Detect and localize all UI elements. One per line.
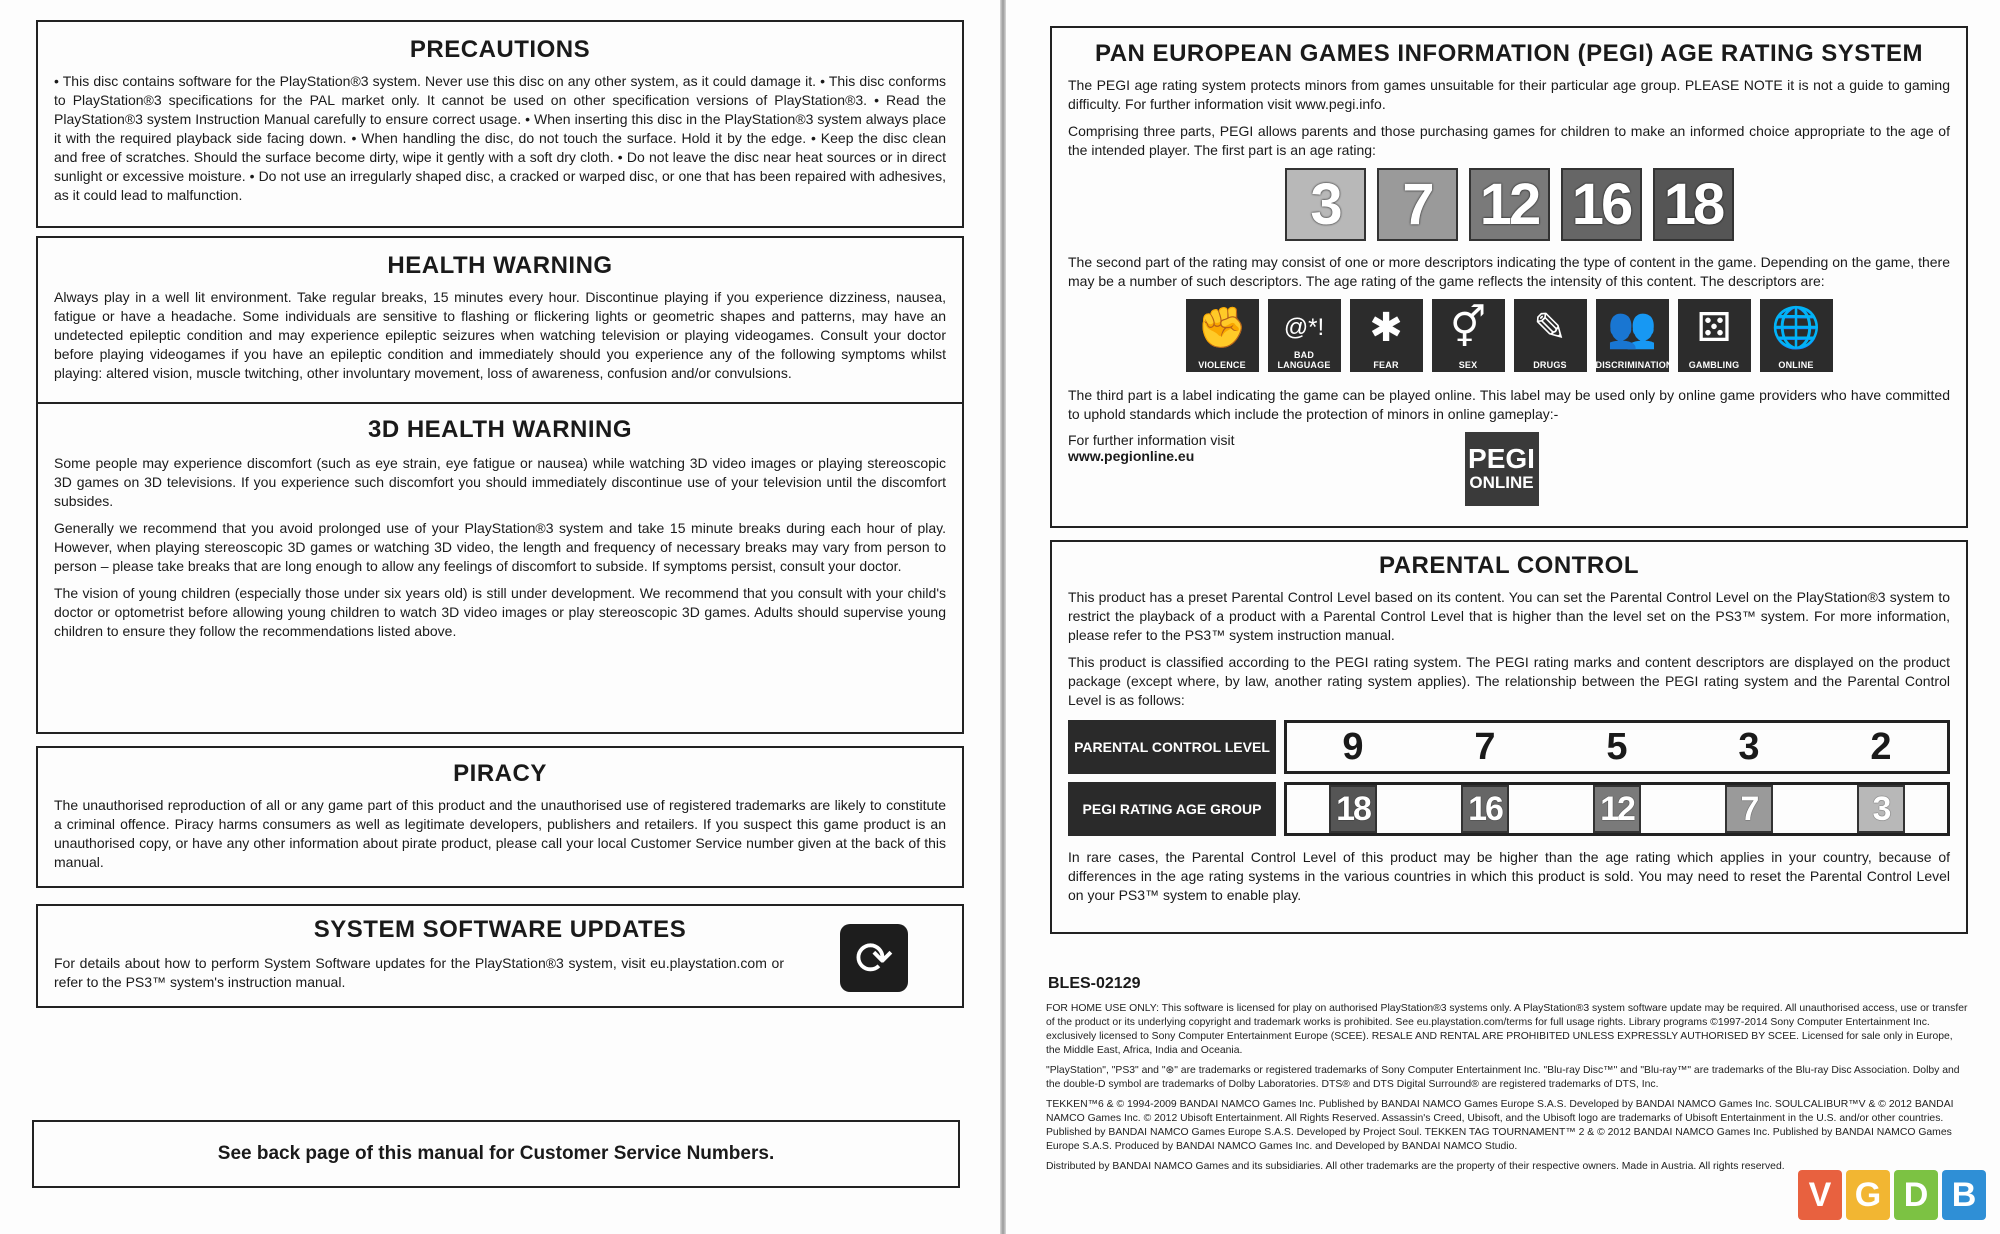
parental-paragraph-3: In rare cases, the Parental Control Level of this product may be higher than the age rating which applies in your country, because of differences in the age rating systems in the various countries in which this product is sold. You may need to reset the Parental Control Level on your PS3™ system to enable play. (1068, 849, 1950, 903)
age-group-cell (1323, 785, 1383, 833)
piracy-section (36, 746, 964, 888)
descriptor-glyph: ⚥ (1449, 306, 1487, 350)
age-rating-badge-3: 3 (1285, 168, 1366, 241)
pegi-online-logo-bottom: ONLINE (1469, 473, 1534, 492)
parental-level-value: 2 (1870, 725, 1892, 768)
parental-control-table (1068, 720, 1950, 836)
descriptor-label: ONLINE (1778, 360, 1814, 370)
age-group-badge-12: 12 (1593, 785, 1641, 833)
parental-level-value: 7 (1474, 725, 1496, 768)
parental-level-value: 5 (1606, 725, 1628, 768)
age-rating-row (1068, 168, 1950, 241)
descriptor-glyph: ⚄ (1696, 306, 1732, 350)
descriptor-label: DISCRIMINATION (1595, 360, 1673, 370)
health-3d-warning-title: 3D HEALTH WARNING (367, 416, 633, 443)
descriptor-gambling-icon (1678, 299, 1751, 372)
legal-home-use: FOR HOME USE ONLY: This software is licensed for play on authorised PlayStation®3 systems only. A PlayStation®3 system software update may be required. All unauthorised access, use or transfer of the product or its underlying copyright and trademark works is prohibited. See eu.playstation.com/terms for full usage rights. Library programs ©1997-2014 Sony Computer Entertainment Inc. exclusively licensed to Sony Computer Entertainment Europe (SCEE). RESALE AND RENTAL ARE PROHIBITED UNLESS EXPRESSLY AUTHORISED BY SCEE. Licensed for sale only in Europe, the Middle East, Africa, India and Oceania. (1046, 1003, 1968, 1056)
back-page-notice (32, 1120, 960, 1188)
descriptor-sex-icon (1432, 299, 1505, 372)
content-descriptor-row (1068, 299, 1950, 372)
health-warning-text: Always play in a well lit environment. Take regular breaks, 15 minutes every hour. Discontinue playing if you experience dizziness, nausea, fatigue or have a headache. Some individuals are sensitive to flashing or flickering lights or geometric shapes and patterns, may have an undetected epileptic condition and may experience epileptic seizures when watching television or playing videogames. Consult your doctor before playing videogames if you have an epileptic condition and immediately should you experience any of the following symptoms whilst playing: altered vision, muscle twitching, other involuntary movement, loss of awareness, confusion and/or convulsions. (54, 289, 946, 381)
age-group-cell (1719, 785, 1779, 833)
age-group-badge-7: 7 (1725, 785, 1773, 833)
descriptor-glyph: ✎ (1533, 306, 1567, 350)
pegi-age-group-header: PEGI RATING AGE GROUP (1068, 782, 1276, 836)
parental-level-value: 9 (1342, 725, 1364, 768)
age-group-badge-3: 3 (1857, 785, 1905, 833)
descriptor-glyph: 🌐 (1771, 306, 1821, 350)
descriptor-glyph: ✱ (1369, 306, 1403, 350)
product-code: BLES-02129 (1048, 975, 1141, 992)
legal-game-credits: TEKKEN™6 & © 1994-2009 BANDAI NAMCO Games Inc. Published by BANDAI NAMCO Games Europe S.A.S. Developed by BANDAI NAMCO Games Inc. SOULCALIBUR™V & © 2012 BANDAI NAMCO Games Inc. © 2012 Ubisoft Entertainment. All Rights Reserved. Assassin's Creed, Ubisoft, and the Ubisoft logo are trademarks of Ubisoft Entertainment in the U.S. and/or other countries. Published by BANDAI NAMCO Games Europe S.A.S. Developed by Project Soul. TEKKEN TAG TOURNAMENT™ 2 & © 2012 BANDAI NAMCO Games Inc. Published by BANDAI NAMCO Games Europe S.A.S. Produced by BANDAI NAMCO Games Inc. and Developed by BANDAI NAMCO Studio. (1046, 1099, 1954, 1152)
piracy-title: PIRACY (453, 760, 547, 787)
parental-paragraph-1: This product has a preset Parental Control Level based on its content. You can set the Parental Control Level on the PlayStation®3 system to restrict the playback of a product with a Parental Control Level that is higher than the level set on the PS3™ system. For more information, please refer to the PS3™ system instruction manual. (1068, 589, 1950, 643)
pegi-online-logo (1465, 432, 1539, 506)
age-group-badge-18: 18 (1329, 785, 1377, 833)
parental-paragraph-2: This product is classified according to the PEGI rating system. The PEGI rating marks and content descriptors are displayed on the product package (except where, by law, another rating system applies). The relationship between the PEGI rating system and the Parental Control Level is as follows: (1068, 654, 1950, 708)
vgdb-letter: G (1846, 1170, 1890, 1220)
system-software-updates-title: SYSTEM SOFTWARE UPDATES (313, 916, 687, 943)
descriptor-drugs-icon (1514, 299, 1587, 372)
back-page-notice-text: See back page of this manual for Customer Service Numbers. (217, 1143, 775, 1164)
system-update-icon: ⟳ (840, 924, 908, 992)
further-info-label: For further information visit (1068, 432, 1235, 448)
health-warning-title: HEALTH WARNING (387, 252, 613, 279)
vgdb-letter: B (1942, 1170, 1986, 1220)
parental-level-cells (1284, 720, 1950, 774)
pegi-paragraph-1: The PEGI age rating system protects minors from games unsuitable for their particular age group. PLEASE NOTE it is not a guide to gaming difficulty. For further information visit www.pegi.info. (1068, 77, 1950, 112)
age-group-cell (1455, 785, 1515, 833)
parental-level-value: 3 (1738, 725, 1760, 768)
precautions-text: • This disc contains software for the PlayStation®3 system. Never use this disc on any other system, as it could damage it. • This disc conforms to PlayStation®3 specifications for the PAL market only. It cannot be used on other specification versions of PlayStation®3. • Read the PlayStation®3 system Instruction Manual carefully to ensure correct usage. • When inserting this disc in the PlayStation®3 system always place it with the required playback side facing down. • When handling the disc, do not touch the surface. Hold it by the edge. • Keep the disc clean and free of scratches. Should the surface become dirty, wipe it gently with a soft dry cloth. • Do not leave the disc near heat sources or in direct sunlight or excessive moisture. • Do not use an irregularly shaped disc, a cracked or warped disc, or one that has been repaired with adhesives, as it could lead to malfunction. (54, 73, 946, 203)
pegi-online-url[interactable]: www.pegionline.eu (1068, 448, 1195, 464)
system-software-updates-text: For details about how to perform System Software updates for the PlayStation®3 system, visit eu.playstation.com or refer to the PS3™ system's instruction manual. (54, 955, 784, 990)
legal-distribution: Distributed by BANDAI NAMCO Games and its subsidiaries. All other trademarks are the property of their respective owners. Made in Austria. All rights reserved. (1046, 1161, 1785, 1172)
parental-control-title: PARENTAL CONTROL (1379, 552, 1639, 579)
parental-control-section (1050, 540, 1968, 934)
health-3d-warning-section (36, 402, 964, 734)
descriptor-label: GAMBLING (1688, 360, 1740, 370)
parental-level-row (1068, 720, 1950, 774)
pegi-paragraph-2: Comprising three parts, PEGI allows parents and those purchasing games for children to make an informed choice appropriate to the age of the intended player. The first part is an age rating: (1068, 123, 1950, 158)
health-3d-paragraph-2: Generally we recommend that you avoid prolonged use of your PlayStation®3 system and take 15 minute breaks during each hour of play. However, when playing stereoscopic 3D games or watching 3D video, the length and frequency of necessary breaks may vary from person to person – please take breaks that are long enough to allow any feelings of discomfort to subside. If symptoms persist, consult your doctor. (54, 520, 946, 574)
descriptor-discrimination-icon (1595, 299, 1673, 372)
vgdb-letter: V (1798, 1170, 1842, 1220)
precautions-section (36, 20, 964, 228)
pegi-section (1050, 26, 1968, 528)
descriptor-violence-icon (1186, 299, 1259, 372)
pegi-age-group-cells (1284, 782, 1950, 836)
descriptor-glyph: ✊ (1197, 306, 1247, 350)
descriptor-fear-icon (1350, 299, 1423, 372)
pegi-title: PAN EUROPEAN GAMES INFORMATION (PEGI) AGE RATING SYSTEM (1095, 40, 1923, 67)
pegi-online-logo-top: PEGI (1468, 443, 1535, 474)
precautions-title: PRECAUTIONS (409, 36, 591, 63)
health-3d-paragraph-1: Some people may experience discomfort (such as eye strain, eye fatigue or nausea) while watching 3D video images or playing stereoscopic 3D games on 3D televisions. If you experience such discomfort you should immediately discontinue use of your television until the discomfort subsides. (54, 455, 946, 509)
descriptor-online-icon (1760, 299, 1833, 372)
descriptor-glyph: 👥 (1607, 306, 1657, 350)
piracy-text: The unauthorised reproduction of all or any game part of this product and the unauthorised use of registered trademarks are likely to constitute a criminal offence. Piracy harms consumers as well as legitimate developers, publishers and retailers. If you suspect this game product is an unauthorised copy, or have any other information about pirate product, please call your local Customer Service number given at the back of this manual. (54, 797, 946, 870)
pegi-age-group-row (1068, 782, 1950, 836)
descriptor-label: BAD LANGUAGE (1277, 350, 1331, 370)
descriptor-glyph: @*! (1283, 314, 1325, 341)
pegi-paragraph-3: The second part of the rating may consist of one or more descriptors indicating the type of content in the game. Depending on the game, there may be a number of such descriptors. The age rating of the game reflects the intensity of this content. The descriptors are: (1068, 254, 1950, 289)
age-group-cell (1851, 785, 1911, 833)
descriptor-label: VIOLENCE (1198, 360, 1246, 370)
legal-notices (1046, 1002, 1968, 1180)
descriptor-bad-language-icon (1268, 299, 1341, 372)
age-rating-badge-7: 7 (1377, 168, 1458, 241)
descriptor-label: SEX (1458, 360, 1478, 370)
age-rating-badge-16: 16 (1561, 168, 1642, 241)
health-3d-paragraph-3: The vision of young children (especially those under six years old) is still under development. We recommend that you consult with your child's doctor or optometrist before allowing young children to watch 3D video images or play stereoscopic 3D games. Adults should supervise young children to ensure they follow the recommendations listed above. (54, 585, 946, 639)
age-rating-badge-18: 18 (1653, 168, 1734, 241)
parental-level-header: PARENTAL CONTROL LEVEL (1068, 720, 1276, 774)
vgdb-watermark (1798, 1170, 1986, 1220)
age-group-cell (1587, 785, 1647, 833)
age-rating-badge-12: 12 (1469, 168, 1550, 241)
descriptor-label: FEAR (1373, 360, 1399, 370)
health-warning-section (36, 236, 964, 404)
vgdb-letter: D (1894, 1170, 1938, 1220)
pegi-paragraph-4: The third part is a label indicating the game can be played online. This label may be used only by online game providers who have committed to uphold standards which include the protection of minors in online gameplay:- (1068, 387, 1950, 422)
system-software-updates-section (36, 904, 964, 1008)
descriptor-label: DRUGS (1533, 360, 1567, 370)
legal-trademarks: "PlayStation", "PS3" and "⊛" are trademarks or registered trademarks of Sony Computer Entertainment Inc. "Blu-ray Disc™" and "Blu-ray™" are trademarks of the Blu-ray Disc Association. Dolby and the double-D symbol are trademarks of Dolby Laboratories. DTS® and DTS Digital Surround® are registered trademarks of DTS, Inc. (1046, 1065, 1960, 1090)
age-group-badge-16: 16 (1461, 785, 1509, 833)
